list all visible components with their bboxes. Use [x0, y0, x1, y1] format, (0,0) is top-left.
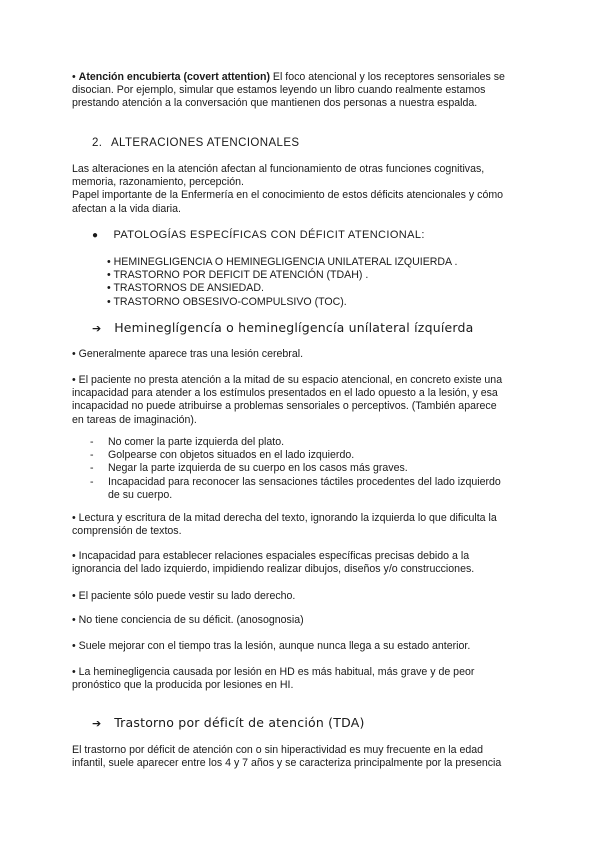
subsection-title: Hemineglígencía o hemineglígencía unílateral ízquíerda [114, 320, 474, 335]
intro-line-1 [72, 71, 532, 84]
text-line: memoria, razonamiento, percepción. [72, 176, 244, 189]
hemi-paragraph-4 [72, 550, 532, 576]
arrow-icon: ➔ [92, 717, 102, 730]
dash-item [90, 449, 501, 462]
section-number: 2. [92, 137, 103, 149]
text-line: • El paciente no presta atención a la mitad de su espacio atencional, en concreto existe una [72, 374, 503, 386]
patologias-list [107, 256, 457, 309]
hemi-dash-list [90, 436, 501, 502]
text-line: afectan a la vida diaria. [72, 202, 181, 215]
list-item: • TRASTORNOS DE ANSIEDAD. [107, 282, 264, 295]
list-item: • TRASTORNO OBSESIVO-COMPULSIVO (TOC). [107, 295, 347, 308]
text-line: El trastorno por déficit de atención con o sin hiperactividad es muy frecuente en la edad [72, 744, 484, 756]
dash-bullet: - [90, 462, 94, 475]
text-line: Las alteraciones en la atención afectan al funcionamiento de otras funciones cognitivas, [72, 163, 485, 175]
text-line: de su cuerpo. [108, 488, 173, 501]
text-line: No comer la parte izquierda del plato. [108, 436, 285, 448]
list-item: • HEMINEGLIGENCIA O HEMINEGLIGENCIA UNILATERAL IZQUIERDA . [107, 256, 458, 268]
text-line: • La heminegligencia causada por lesión en HD es más habitual, más grave y de peor [72, 666, 475, 678]
bullet-icon: ● [92, 230, 99, 241]
dash-item [90, 436, 501, 449]
text-line: infantil, suele aparecer entre los 4 y 7 años y se caracteriza principalmente por la presencia [72, 757, 502, 770]
tda-paragraph [72, 744, 532, 770]
section-heading [92, 137, 299, 149]
text-line: Papel importante de la Enfermería en el conocimiento de estos déficits atencionales y cómo [72, 189, 504, 202]
hemi-paragraph-7: • Suele mejorar con el tiempo tras la lesión, aunque nunca llega a su estado anterior. [72, 640, 471, 652]
dash-bullet: - [90, 475, 94, 488]
patologias-heading [92, 229, 425, 241]
text-line: ignorancia del lado izquierdo, impidiendo realizar dibujos, diseños y/o construcciones. [72, 563, 475, 576]
intro-line-3: prestando atención a la conversación que mantienen dos personas a nuestra espalda. [72, 97, 478, 110]
subsection-title: PATOLOGÍAS ESPECÍFICAS CON DÉFICIT ATENCIONAL: [113, 229, 425, 241]
hemi-paragraph-6: • No tiene conciencia de su déficit. (anosognosia) [72, 614, 304, 626]
hemi-paragraph-3 [72, 512, 532, 538]
hemi-paragraph-2 [72, 374, 532, 427]
text-line: comprensión de textos. [72, 525, 182, 538]
hemi-paragraph-1: • Generalmente aparece tras una lesión cerebral. [72, 348, 304, 360]
bullet: • [72, 71, 76, 83]
text-run: El foco atencional y los receptores sensoriales se [269, 71, 505, 83]
bold-term: Atención encubierta (covert attention) [78, 71, 270, 83]
hemi-paragraph-8 [72, 666, 532, 692]
arrow-icon: ➔ [92, 322, 102, 335]
text-line: Negar la parte izquierda de su cuerpo en los casos más graves. [108, 462, 408, 475]
text-line: en tareas de imaginación). [72, 413, 197, 426]
dash-bullet: - [90, 436, 94, 448]
dash-item [90, 476, 501, 502]
list-item: • TRASTORNO POR DEFICIT DE ATENCIÓN (TDAH) . [107, 269, 369, 282]
dash-bullet: - [90, 449, 94, 462]
text-line: • Lectura y escritura de la mitad derecha del texto, ignorando la izquierda lo que dificulta la [72, 512, 497, 524]
text-line: Golpearse con objetos situados en el lado izquierdo. [108, 449, 355, 462]
tda-heading [92, 715, 365, 730]
hemi-heading [92, 320, 474, 335]
section-title: ALTERACIONES ATENCIONALES [110, 137, 300, 149]
subsection-title: Trastorno por déficít de atención (TDA) [114, 715, 365, 730]
section2-paragraph [72, 163, 532, 216]
intro-paragraph [72, 71, 532, 111]
text-line: incapacidad para atender a los estímulos presentados en el lado opuesto a la lesión, y esa [72, 387, 498, 400]
text-line: • Incapacidad para establecer relaciones espaciales específicas precisas debido a la [72, 550, 470, 562]
text-line: Incapacidad para reconocer las sensaciones táctiles procedentes del lado izquierdo [108, 475, 501, 488]
text-line: pronóstico que la producida por lesiones en HI. [72, 679, 294, 692]
hemi-paragraph-5: • El paciente sólo puede vestir su lado derecho. [72, 590, 296, 602]
intro-line-2: disocian. Por ejemplo, simular que estamos leyendo un libro cuando realmente estamos [72, 84, 486, 97]
text-line: incapacidad no puede atribuirse a problemas sensoriales o perceptivos. (También aparece [72, 400, 497, 413]
dash-item [90, 462, 501, 475]
